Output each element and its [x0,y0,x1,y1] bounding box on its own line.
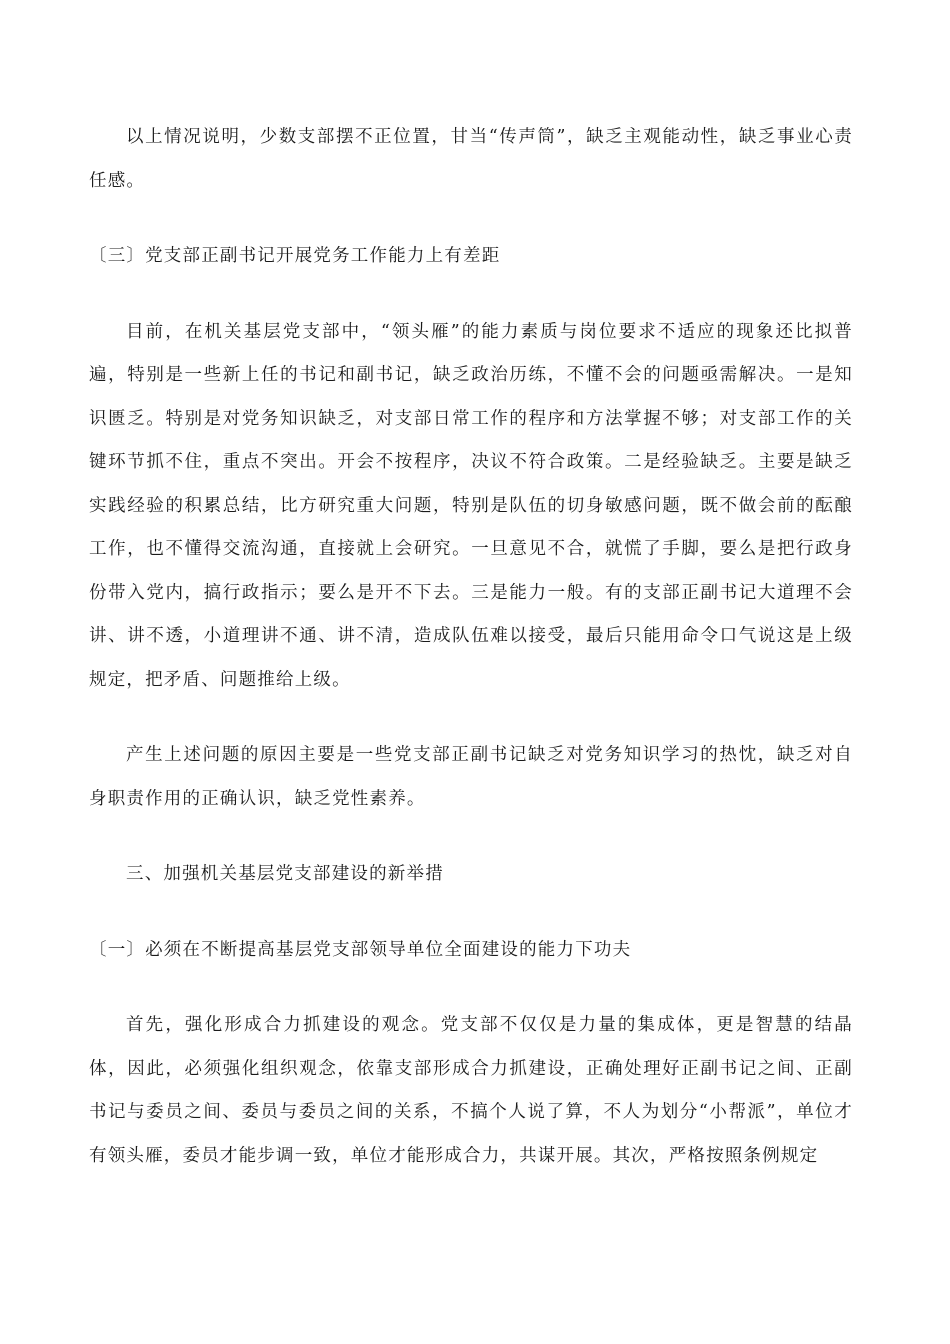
paragraph-measures: 首先，强化形成合力抓建设的观念。党支部不仅仅是力量的集成体，更是智慧的结晶体，因此，必须强化组织观念，依靠支部形成合力抓建设，正确处理好正副书记之间、正副书记与委员之间、委员与委员之间的关系，不搞个人说了算，不人为划分“小帮派”，单位才有领头雁，委员才能步调一致，单位才能形成合力，共谋开展。其次，严格按照条例规定 [89,1015,853,1166]
paragraph-ability-gap: 目前，在机关基层党支部中，“领头雁”的能力素质与岗位要求不适应的现象还比拟普遍，特别是一些新上任的书记和副书记，缺乏政治历练，不懂不会的问题亟需解决。一是知识匮乏。特别是对党务知识缺乏，对支部日常工作的程序和方法掌握不够；对支部工作的关键环节抓不住，重点不突出。开会不按程序，决议不符合政策。二是经验缺乏。主要是缺乏实践经验的积累总结，比方研究重大问题，特别是队伍的切身敏感问题，既不做会前的酝酿工作，也不懂得交流沟通，直接就上会研究。一旦意见不合，就慌了手脚，要么是把行政身份带入党内，搞行政指示；要么是开不下去。三是能力一般。有的支部正副书记大道理不会讲、讲不透，小道理讲不通、讲不清，造成队伍难以接受，最后只能用命令口气说这是上级规定，把矛盾、问题推给上级。 [89,321,853,690]
subheading-three: 〔三〕党支部正副书记开展党务工作能力上有差距 [89,246,501,266]
paragraph-conclusion: 以上情况说明，少数支部摆不正位置，甘当“传声筒”，缺乏主观能动性，缺乏事业心责任感。 [89,127,853,191]
section-heading-three: 三、加强机关基层党支部建设的新举措 [126,864,444,884]
subheading-one: 〔一〕必须在不断提高基层党支部领导单位全面建设的能力下功夫 [89,939,632,960]
paragraph-causes: 产生上述问题的原因主要是一些党支部正副书记缺乏对党务知识学习的热忱，缺乏对自身职责作用的正确认识，缺乏党性素养。 [89,745,853,809]
document-page [89,116,853,1210]
